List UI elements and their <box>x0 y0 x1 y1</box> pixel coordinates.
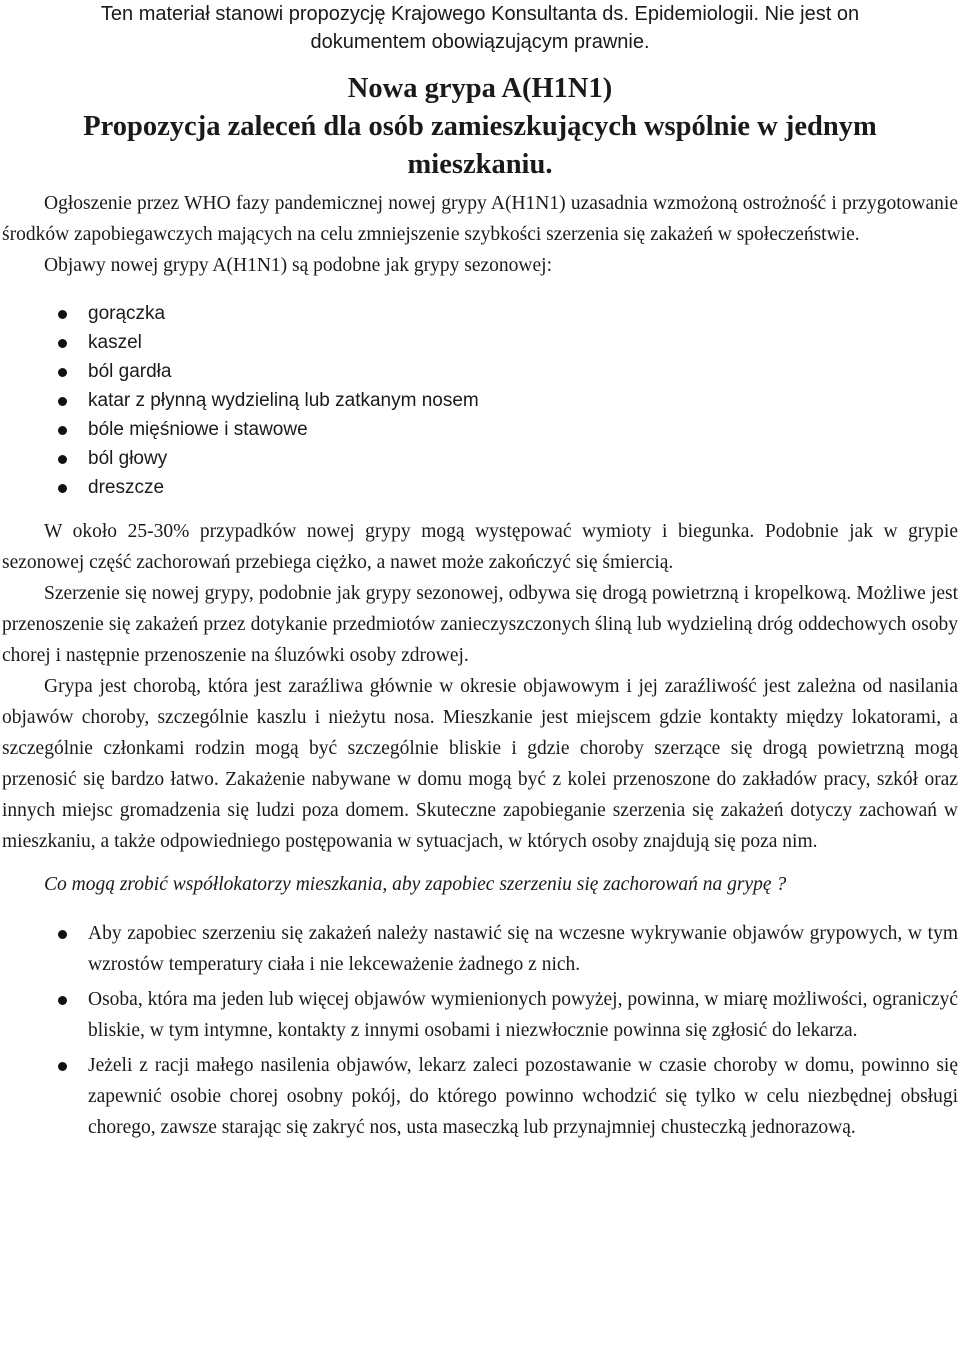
bullet-icon <box>58 426 67 435</box>
symptom-label: dreszcze <box>88 477 165 498</box>
symptom-item <box>2 357 958 386</box>
symptom-label: ból gardła <box>88 361 172 382</box>
symptom-item <box>2 415 958 444</box>
bullet-icon <box>58 1062 67 1071</box>
bullet-icon <box>58 397 67 406</box>
symptom-item <box>2 473 958 502</box>
bullet-icon <box>58 339 67 348</box>
symptoms-list <box>2 299 958 502</box>
symptom-label: bóle mięśniowe i stawowe <box>88 419 308 440</box>
bullet-icon <box>58 310 67 319</box>
paragraph-symptoms-severity: W około 25-30% przypadków nowej grypy mogą występować wymioty i biegunka. Podobnie jak w grypie sezonowej część zachorowań przebiega ciężko, a nawet może zakończyć się śmiercią. <box>2 521 958 573</box>
bullet-icon <box>58 455 67 464</box>
paragraph-transmission: Szerzenie się nowej grypy, podobnie jak grypy sezonowej, odbywa się drogą powietrzną i kropelkową. Możliwe jest przenoszenie się zakażeń przez dotykanie przedmiotów zanieczyszczonych śliną lub wydzieliną dróg oddechowych osoby chorej i następnie przenoszenie na śluzówki osoby zdrowej. <box>2 583 958 666</box>
intro-paragraph: Ogłoszenie przez WHO fazy pandemicznej nowej grypy A(H1N1) uzasadnia wzmożoną ostrożność i przygotowanie środków zapobiegawczych mających na celu zmniejszenie szybkości szerzenia się zakażeń w społeczeństwie. <box>2 193 958 245</box>
disclaimer-line-2: dokumentem obowiązującym prawnie. <box>310 31 650 53</box>
title-line-2: Propozycja zaleceń dla osób zamieszkujących wspólnie w jednym mieszkaniu. <box>83 111 877 180</box>
symptom-label: gorączka <box>88 303 166 324</box>
symptom-item <box>2 386 958 415</box>
advice-text: Aby zapobiec szerzeniu się zakażeń należy nastawić się na wczesne wykrywanie objawów grypowych, w tym wzrostów temperatury ciała i nie lekceważenie żadnego z nich. <box>88 923 958 975</box>
title-line-1: Nowa grypa A(H1N1) <box>347 73 613 104</box>
symptom-label: katar z płynną wydzieliną lub zatkanym nosem <box>88 390 479 411</box>
bullet-icon <box>58 996 67 1005</box>
disclaimer-line-1: Ten materiał stanowi propozycję Krajowego Konsultanta ds. Epidemiologii. Nie jest on <box>100 3 860 25</box>
advice-list <box>2 918 958 1143</box>
document-title <box>2 70 958 184</box>
symptom-item <box>2 328 958 357</box>
disclaimer <box>2 0 958 56</box>
bullet-icon <box>58 368 67 377</box>
bullet-icon <box>58 930 67 939</box>
symptom-label: kaszel <box>88 332 142 353</box>
symptom-item <box>2 444 958 473</box>
symptom-item <box>2 299 958 328</box>
advice-item <box>2 1050 958 1143</box>
symptom-label: ból głowy <box>88 448 168 469</box>
advice-item <box>2 918 958 980</box>
bullet-icon <box>58 484 67 493</box>
paragraph-household: Grypa jest chorobą, która jest zaraźliwa głównie w okresie objawowym i jej zaraźliwość jest zależna od nasilania objawów choroby, szczególnie kaszlu i nieżytu nosa. Mieszkanie jest miejscem gdzie kontakty między lokatorami, a szczególnie członkami rodzin mogą być szczególnie bliskie i gdzie choroby szerzące się drogą powietrzną mogą przenosić się bardzo łatwo. Zakażenie nabywane w domu mogą być z kolei przenoszone do zakładów pracy, szkół oraz innych miejsc gromadzenia się ludzi poza domem. Skuteczne zapobieganie szerzenia się zakażeń dotyczy zachowań w mieszkaniu, a także odpowiedniego postępowania w sytuacjach, w których osoby znajdują się poza nim. <box>2 676 958 852</box>
advice-text: Osoba, która ma jeden lub więcej objawów wymienionych powyżej, powinna, w miarę możliwości, ograniczyć bliskie, w tym intymne, kontakty z innymi osobami i niezwłocznie powinna się zgłosić do lekarza. <box>88 989 958 1041</box>
advice-item <box>2 984 958 1046</box>
symptoms-lead: Objawy nowej grypy A(H1N1) są podobne jak grypy sezonowej: <box>44 255 552 276</box>
advice-text: Jeżeli z racji małego nasilenia objawów, lekarz zaleci pozostawanie w czasie choroby w domu, powinno się zapewnić osobie chorej osobny pokój, do którego powinno wchodzić się tylko w celu niezbędnej obsługi chorego, zawsze starając się zakryć nos, usta maseczką lub przynajmniej chusteczką jednorazową. <box>88 1055 958 1138</box>
question-heading: Co mogą zrobić współlokatorzy mieszkania, aby zapobiec szerzeniu się zachorowań na grypę ? <box>44 874 787 895</box>
